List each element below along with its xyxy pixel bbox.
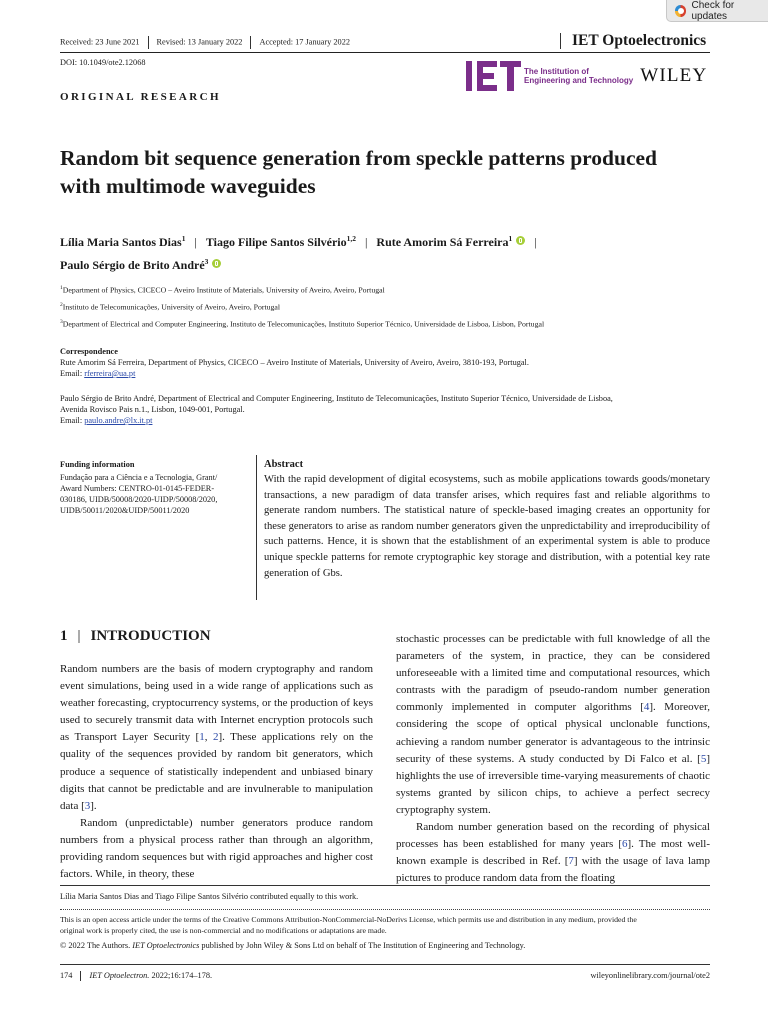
affiliation — [60, 285, 750, 295]
citation-info: 2022;16:174–178. — [149, 971, 213, 980]
copyright-text: published by John Wiley & Sons Ltd on behalf of The Institution of Engineering and Technology. — [199, 941, 526, 950]
author-name: Rute Amorim Sá Ferreira — [376, 235, 509, 249]
iet-logo — [466, 61, 521, 91]
article-dates — [60, 36, 350, 49]
correspondence-heading: Correspondence — [60, 347, 118, 356]
funding-line: 030186, UIDB/50008/2020-UIDP/50008/2020, — [60, 495, 218, 504]
correspondence-email-row — [60, 415, 760, 426]
paragraph-text: Random numbers are the basis of modern cryptography and random event simulations, being used in a wide range of applications such as weather forecasting, cryptocurrency systems, or the production of keys used to securely transmit data with Internet encryption protocols such as Transport Layer Security [ — [60, 663, 373, 744]
divider — [250, 36, 251, 49]
citation-link[interactable]: 2 — [212, 731, 219, 744]
section-number: 1 — [60, 628, 68, 644]
journal-abbreviation: IET Optoelectron. — [89, 971, 150, 980]
paragraph — [396, 631, 710, 819]
correspondence-address: Paulo Sérgio de Brito André, Department of Electrical and Computer Engineering, Instituto de Telecomunicações, Instituto Superior Técnico, Universidade de Lisboa, — [60, 394, 613, 403]
accepted-date: Accepted: 17 January 2022 — [259, 37, 350, 47]
paragraph: Random (unpredictable) number generators produce random numbers from a physical process rather than through an algorithm, providing random sequences but with rigid approaches and higher cost factors. While, in theory, these — [60, 816, 373, 881]
divider — [80, 971, 81, 981]
paragraph-text: ] with the usage of lava lamp pictures to produce random data from the floating — [396, 855, 710, 885]
revised-date: Revised: 13 January 2022 — [156, 37, 243, 47]
correspondence-address: Avenida Rovisco Pais n.1., Lisbon, 1049-001, Portugal. — [60, 405, 245, 414]
paragraph-text: ]. These applications rely on the quality of the sequences provided by random bit generators, which produce a sequence of statistically independent and unbiased binary digits that cannot be predictable and are invulnerable to manipulation data [ — [60, 731, 374, 812]
equal-contribution-note: Lília Maria Santos Dias and Tiago Filipe Santos Silvério contributed equally to this work. — [60, 892, 359, 901]
article-title — [60, 144, 720, 200]
iet-name-line1: The Institution of — [524, 66, 589, 76]
journal-name: IET Optoelectronics — [572, 32, 707, 49]
email-label: Email: — [60, 369, 83, 378]
paragraph-text: ]. The most well-known example is described in Ref. [ — [396, 838, 711, 868]
copyright-text: © 2022 The Authors. — [60, 941, 133, 950]
funding-heading: Funding information — [60, 460, 135, 469]
affiliation-mark: 3 — [60, 319, 63, 325]
header-rule — [60, 52, 710, 53]
funding-line: Fundação para a Ciência e a Tecnologia, Grant/ — [60, 473, 218, 482]
wiley-logo: WILEY — [640, 65, 708, 86]
journal-url[interactable]: wileyonlinelibrary.com/journal/ote2 — [590, 971, 710, 980]
affiliation-text: Instituto de Telecomunicações, University of Aveiro, Aveiro, Portugal — [62, 302, 281, 312]
citation-link[interactable]: 5 — [700, 752, 707, 765]
paragraph — [60, 661, 373, 815]
author-name: Tiago Filipe Santos Silvério — [205, 235, 347, 249]
abstract-divider — [256, 455, 257, 600]
author-name: Lília Maria Santos Dias — [60, 235, 182, 249]
author-name: Paulo Sérgio de Brito André — [60, 258, 205, 272]
license-note — [60, 914, 637, 936]
citation-link[interactable]: 3 — [84, 799, 91, 812]
citation-link[interactable]: 7 — [568, 855, 574, 868]
footer-left — [60, 970, 212, 981]
section-label: ORIGINAL RESEARCH — [60, 91, 221, 103]
license-line: original work is properly cited, the use is non-commercial and no modifications or adaptations are made. — [60, 926, 387, 935]
paragraph-text: Random number generation based on the recording of physical processes has been established for many years [ — [396, 821, 710, 851]
email-link[interactable]: paulo.andre@lx.it.pt — [84, 416, 153, 425]
footnote-dotted-rule — [60, 909, 710, 910]
affiliation — [60, 319, 750, 329]
author-affiliation-mark: 3 — [204, 257, 209, 266]
article-title-line2: with multimode waveguides — [60, 174, 316, 198]
article-title-line1: Random bit sequence generation from speckle patterns produced — [60, 146, 658, 170]
orcid-icon[interactable] — [212, 259, 221, 268]
copyright-note — [60, 940, 525, 951]
author-affiliation-mark: 1,2 — [346, 234, 357, 243]
divider — [148, 36, 149, 49]
received-date: Received: 23 June 2021 — [60, 37, 140, 47]
abstract — [264, 458, 710, 581]
copyright-journal: IET Optoelectronics — [132, 941, 200, 950]
iet-name — [524, 67, 633, 86]
publisher-logos — [466, 61, 707, 91]
correspondence-email-row — [60, 368, 760, 379]
section-heading: 1 | INTRODUCTION — [60, 628, 211, 644]
divider — [560, 33, 561, 49]
paragraph-text: stochastic processes can be predictable with full knowledge of all the parameters of the system, in practice, they can be considered unforeseeable with a limited time and computational resources, which contrasts with the paradigm of pseudo-random number generation commonly implemented in computer algorithms [ — [396, 633, 710, 714]
abstract-heading: Abstract — [264, 459, 304, 470]
iet-name-line2: Engineering and Technology — [524, 76, 634, 85]
funding-line: Award Numbers: CENTRO-01-0145-FEDER- — [60, 484, 215, 493]
doi[interactable]: DOI: 10.1049/ote2.12068 — [60, 58, 146, 67]
paragraph — [396, 819, 710, 887]
check-for-updates-button[interactable] — [666, 0, 768, 22]
affiliation-text: Department of Electrical and Computer Engineering, Instituto de Telecomunicações, Instituto Superior Técnico, Universidade de Lisboa, Lisbon, Portugal — [62, 319, 545, 329]
citation-link[interactable]: 4 — [643, 701, 650, 714]
affiliation-mark: 1 — [60, 285, 63, 291]
funding-block — [60, 459, 250, 516]
author-affiliation-mark: 1 — [181, 234, 186, 243]
paragraph-text: ] highlights the use of irreversible time-varying measurements of chaotic systems granted by silicon chips, to achieve a perfect secrecy cryptography system. — [396, 752, 711, 816]
affiliation-mark: 2 — [60, 302, 63, 308]
license-line: This is an open access article under the terms of the Creative Commons Attribution-NonCommercial-NoDerivs License, which permits use and distribution in any medium, provided the — [60, 915, 637, 924]
section-title: INTRODUCTION — [90, 628, 211, 644]
affiliation-text: Department of Physics, CICECO – Aveiro Institute of Materials, University of Aveiro, Aveiro, Portugal — [62, 285, 385, 295]
abstract-text: With the rapid development of digital ecosystems, such as mobile applications towards goods/monetary transactions, a new paradigm of data transfer arises, which requires fast and reliable algorithms to generate random numbers. The statistical nature of speckle-based imaging creates an opportunity for these generators to arise as random number generators given the unpredictability and irreproducibility of such patterns. Hence, it is shown that the establishment of an experimental system is able to produce unique speckle patterns for remote cryptographic key storage and distribution, with a potential key rate generation of Gbs. — [264, 474, 710, 579]
correspondence-address: Rute Amorim Sá Ferreira, Department of Physics, CICECO – Aveiro Institute of Materials, University of Aveiro, Aveiro, 3810-193, Portugal. — [60, 358, 529, 367]
paragraph-text: , — [204, 731, 213, 744]
email-link[interactable]: rferreira@ua.pt — [84, 369, 136, 378]
funding-line: UIDB/50011/2020&UIDP/50011/2020 — [60, 506, 190, 515]
intro-column-left — [60, 661, 373, 883]
author-list: Lília Maria Santos Dias$^1$ | Tiago Filipe Santos Silvério$^{1,2}$ | Rute Amorim Sá Ferreira$^1$ | Paulo Sérgio de Brito André$^3$ — [60, 234, 537, 272]
affiliation — [60, 302, 750, 312]
check-for-updates-icon — [675, 5, 686, 17]
correspondence-block — [60, 346, 760, 426]
paragraph-text: ]. Moreover, considering the scope of optical physical unclonable functions, achieving a random number generator is advantageous to the intrinsic security of these systems. A study conducted by Di Falco et al. [ — [396, 701, 710, 765]
footnote-rule — [60, 885, 710, 886]
intro-column-right — [396, 631, 710, 887]
author-affiliation-mark: 1 — [508, 234, 513, 243]
page-number: 174 — [60, 971, 73, 980]
paragraph-text: ]. — [90, 799, 97, 812]
footer-rule — [60, 964, 710, 965]
email-label: Email: — [60, 416, 83, 425]
check-for-updates-label: Check for updates — [691, 0, 735, 22]
citation-link[interactable]: 6 — [622, 838, 628, 851]
orcid-icon[interactable] — [516, 236, 525, 245]
citation-link[interactable]: 1 — [199, 731, 205, 744]
